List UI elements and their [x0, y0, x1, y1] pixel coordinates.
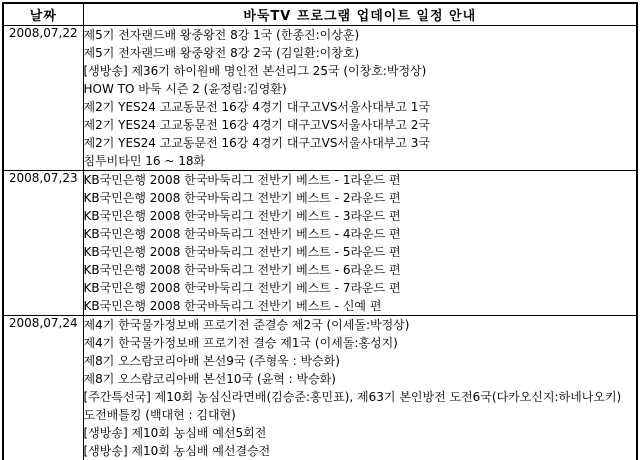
program-line: [생방송] 제10회 농심배 예선결승전 — [83, 444, 271, 458]
program-schedule-table — [2, 2, 638, 460]
program-line: HOW TO 바둑 시즌 2 (윤정림:김영환) — [83, 82, 287, 96]
program-line: 제4기 한국물가정보배 프로기전 결승 제1국 (이세돌:홍성지) — [83, 336, 398, 350]
date-cell: 2008,07,24 — [3, 316, 83, 460]
programs-cell — [83, 316, 637, 460]
schedule-body — [3, 26, 637, 460]
program-line: KB국민은행 2008 한국바둑리그 전반기 베스트 - 7라운드 편 — [83, 281, 401, 295]
program-line: KB국민은행 2008 한국바둑리그 전반기 베스트 - 3라운드 편 — [83, 209, 401, 223]
program-line: 제2기 YES24 고교동문전 16강 4경기 대구고VS서울사대부고 1국 — [83, 100, 431, 114]
programs-cell — [83, 171, 637, 316]
schedule-row — [3, 26, 637, 171]
program-line: 제5기 전자랜드배 왕중왕전 8강 2국 (김일환:이창호) — [83, 46, 360, 60]
date-column-header: 날짜 — [3, 3, 83, 26]
program-line: 침투비타민 16 ~ 18화 — [83, 154, 206, 168]
program-line: KB국민은행 2008 한국바둑리그 전반기 베스트 - 6라운드 편 — [83, 263, 401, 277]
table-header-row — [3, 3, 637, 26]
date-cell: 2008,07,22 — [3, 26, 83, 171]
program-line: 제4기 한국물가정보배 프로기전 준결승 제2국 (이세돌:박정상) — [83, 318, 410, 332]
program-line: KB국민은행 2008 한국바둑리그 전반기 베스트 - 신예 편 — [83, 299, 382, 313]
date-cell: 2008,07,23 — [3, 171, 83, 316]
program-line: [생방송] 제36기 하이원배 명인전 본선리그 25국 (이창호:박정상) — [83, 64, 427, 78]
program-line: 제2기 YES24 고교동문전 16강 4경기 대구고VS서울사대부고 3국 — [83, 136, 431, 150]
program-line: KB국민은행 2008 한국바둑리그 전반기 베스트 - 1라운드 편 — [83, 173, 401, 187]
schedule-title-header: 바둑TV 프로그램 업데이트 일정 안내 — [83, 3, 637, 26]
schedule-row — [3, 316, 637, 460]
programs-cell — [83, 26, 637, 171]
program-line: 제5기 전자랜드배 왕중왕전 8강 1국 (한종진:이상훈) — [83, 28, 360, 42]
program-line: 제8기 오스람코리아배 본선9국 (주형욱 : 박승화) — [83, 354, 340, 368]
program-line: KB국민은행 2008 한국바둑리그 전반기 베스트 - 2라운드 편 — [83, 191, 401, 205]
program-line: 도전배틀킹 (백대현 : 김대현) — [83, 408, 236, 422]
program-line: KB국민은행 2008 한국바둑리그 전반기 베스트 - 5라운드 편 — [83, 245, 401, 259]
program-line: [생방송] 제10회 농심배 예선5회전 — [83, 426, 267, 440]
program-line: [주간특선국] 제10회 농심신라면배(김승준:홍민표), 제63기 본인방전 도전6국(다카오신지:하네나오키) — [83, 390, 622, 404]
schedule-row — [3, 171, 637, 316]
program-line: 제2기 YES24 고교동문전 16강 4경기 대구고VS서울사대부고 2국 — [83, 118, 431, 132]
program-line: KB국민은행 2008 한국바둑리그 전반기 베스트 - 4라운드 편 — [83, 227, 401, 241]
program-line: 제8기 오스람코리아배 본선10국 (윤혁 : 박승화) — [83, 372, 336, 386]
